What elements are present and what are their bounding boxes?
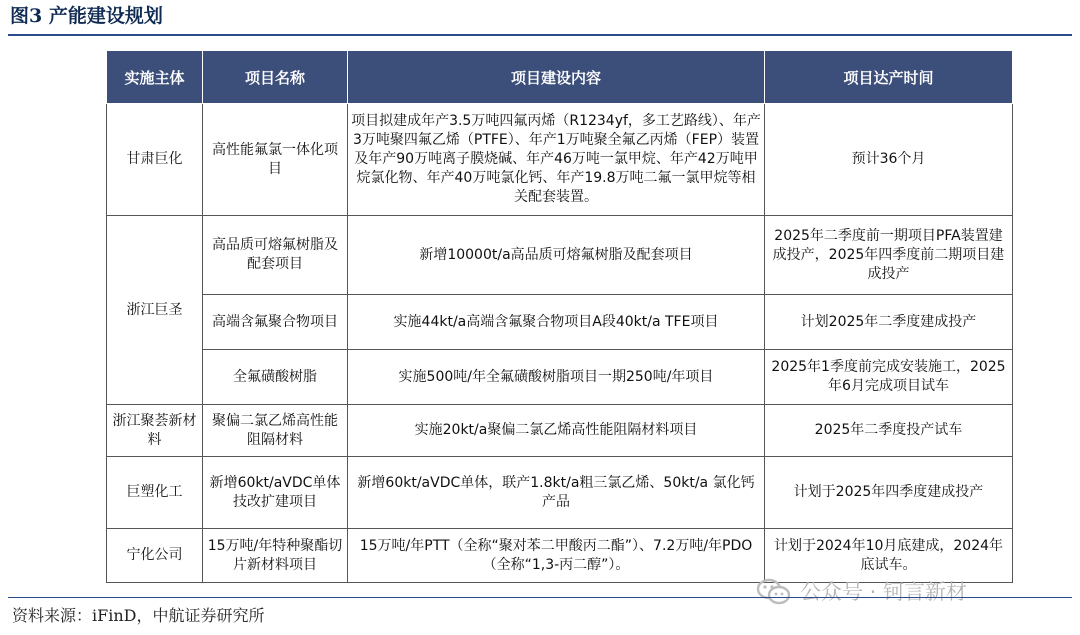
time-cell: 计划于2025年四季度建成投产 bbox=[765, 457, 1013, 529]
table-row bbox=[107, 350, 1013, 405]
table-row bbox=[107, 457, 1013, 529]
title-divider bbox=[8, 34, 1072, 36]
content-cell: 项目拟建成年产3.5万吨四氟丙烯（R1234yf，多工艺路线）、年产3万吨聚四氟乙烯（PTFE）、年产1万吨聚全氟乙丙烯（FEP）装置及年产90万吨离子膜烧碱、年产46万吨一氯甲烷、年产42万吨甲烷氯化物、年产40万吨氯化钙、年产19.8万吨二氟一氯甲烷等相关配套装置。 bbox=[348, 104, 765, 216]
header-completion-time: 项目达产时间 bbox=[765, 51, 1013, 104]
wechat-icon bbox=[756, 577, 792, 607]
table-row bbox=[107, 295, 1013, 350]
content-cell: 实施20kt/a聚偏二氯乙烯高性能阻隔材料项目 bbox=[348, 405, 765, 457]
time-cell: 计划2025年二季度建成投产 bbox=[765, 295, 1013, 350]
content-cell: 15万吨/年PTT（全称“聚对苯二甲酸丙二酯”）、7.2万吨/年PDO（全称“1,3-丙二醇”）。 bbox=[348, 529, 765, 583]
capacity-plan-table bbox=[106, 50, 1013, 583]
project-cell: 高品质可熔氟树脂及配套项目 bbox=[203, 216, 348, 295]
watermark-text: 公众号 · 钶言新材 bbox=[800, 580, 968, 604]
table-row bbox=[107, 104, 1013, 216]
project-cell: 高性能氟氯一体化项目 bbox=[203, 104, 348, 216]
entity-cell: 甘肃巨化 bbox=[107, 104, 203, 216]
content-cell: 实施500吨/年全氟磺酸树脂项目一期250吨/年项目 bbox=[348, 350, 765, 405]
content-cell: 新增60kt/aVDC单体，联产1.8kt/a粗三氯乙烯、50kt/a 氯化钙产品 bbox=[348, 457, 765, 529]
entity-cell: 巨塑化工 bbox=[107, 457, 203, 529]
header-project-name: 项目名称 bbox=[203, 51, 348, 104]
time-cell: 2025年1季度前完成安装施工，2025年6月完成项目试车 bbox=[765, 350, 1013, 405]
time-cell: 计划于2024年10月底建成，2024年底试车。 bbox=[765, 529, 1013, 583]
table-row bbox=[107, 216, 1013, 295]
source-note: 资料来源：iFinD，中航证券研究所 bbox=[12, 606, 265, 625]
time-cell: 2025年二季度前一期项目PFA装置建成投产，2025年四季度前二期项目建成投产 bbox=[765, 216, 1013, 295]
entity-cell: 浙江巨圣 bbox=[107, 216, 203, 405]
table-row bbox=[107, 405, 1013, 457]
project-cell: 高端含氟聚合物项目 bbox=[203, 295, 348, 350]
source-divider bbox=[8, 597, 1072, 598]
header-content: 项目建设内容 bbox=[348, 51, 765, 104]
entity-cell: 宁化公司 bbox=[107, 529, 203, 583]
entity-cell: 浙江聚荟新材料 bbox=[107, 405, 203, 457]
table-header-row bbox=[107, 51, 1013, 104]
watermark bbox=[756, 574, 967, 610]
time-cell: 2025年二季度投产试车 bbox=[765, 405, 1013, 457]
project-cell: 15万吨/年特种聚酯切片新材料项目 bbox=[203, 529, 348, 583]
header-entity: 实施主体 bbox=[107, 51, 203, 104]
project-cell: 聚偏二氯乙烯高性能阻隔材料 bbox=[203, 405, 348, 457]
project-cell: 新增60kt/aVDC单体技改扩建项目 bbox=[203, 457, 348, 529]
content-cell: 新增10000t/a高品质可熔氟树脂及配套项目 bbox=[348, 216, 765, 295]
figure-title: 图3 产能建设规划 bbox=[10, 5, 163, 27]
project-cell: 全氟磺酸树脂 bbox=[203, 350, 348, 405]
time-cell: 预计36个月 bbox=[765, 104, 1013, 216]
content-cell: 实施44kt/a高端含氟聚合物项目A段40kt/a TFE项目 bbox=[348, 295, 765, 350]
